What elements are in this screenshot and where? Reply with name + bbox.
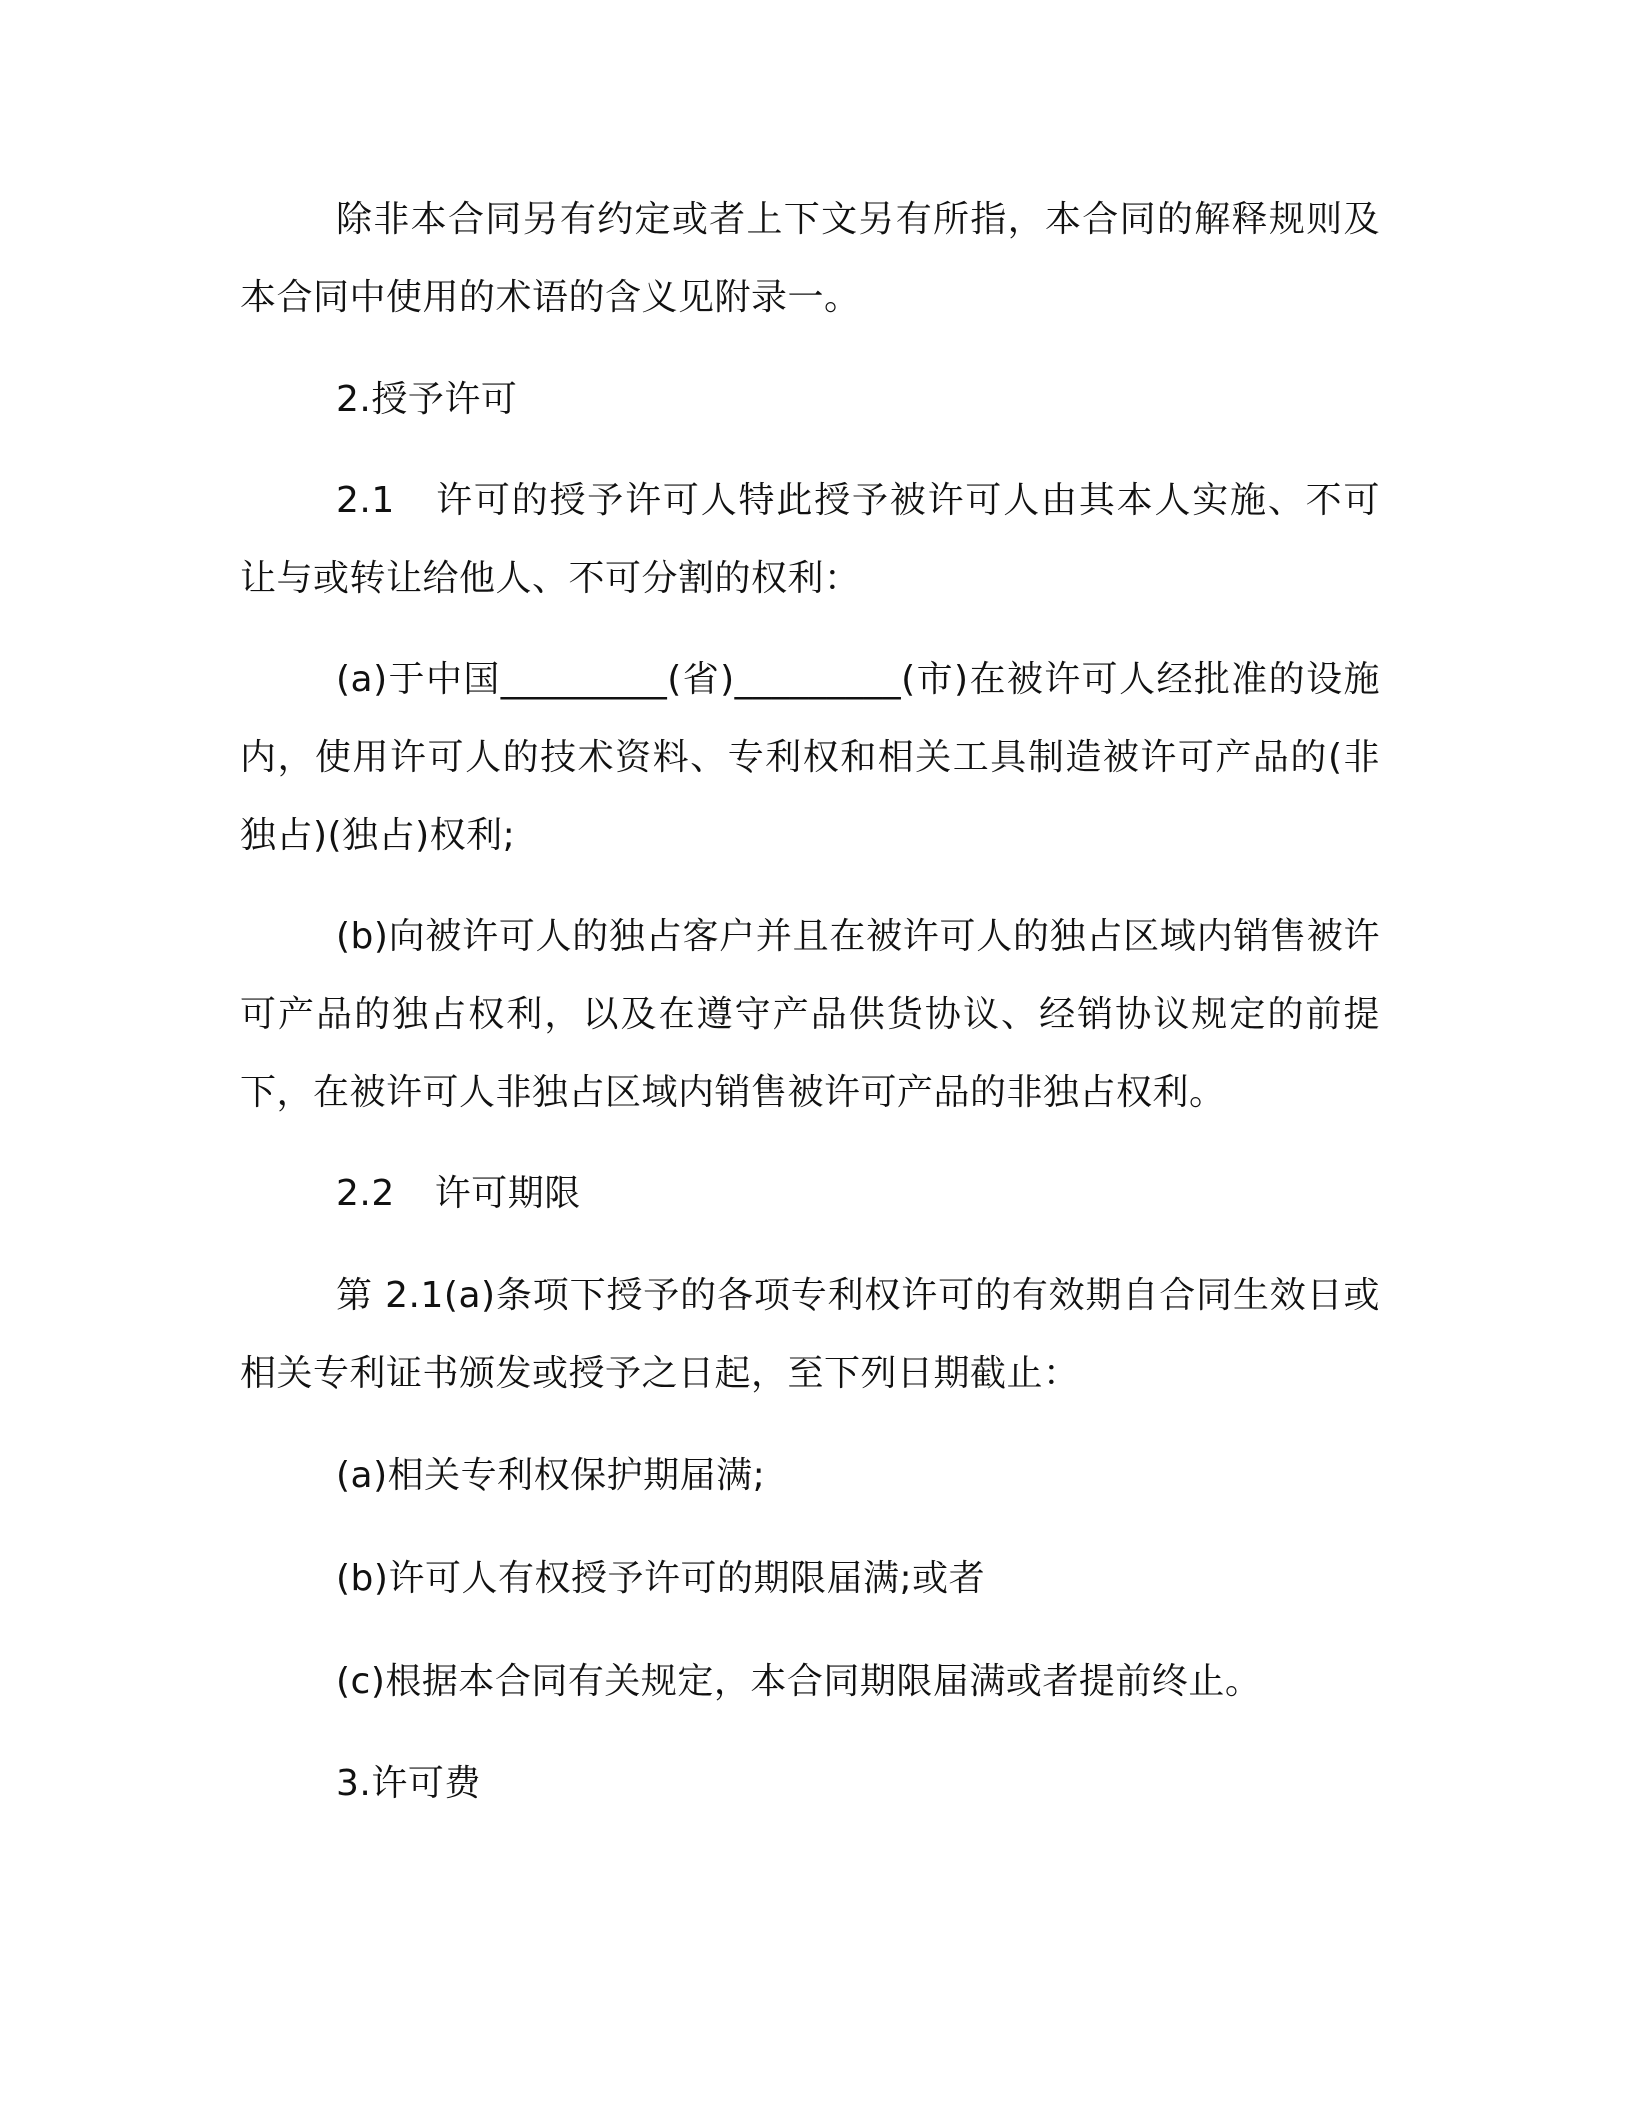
- clause-2-2-paragraph: 第 2.1(a)条项下授予的各项专利权许可的有效期自合同生效日或相关专利证书颁发或授予之日起，至下列日期截止：: [240, 1275, 1380, 1394]
- section-heading-2: 2.授予许可: [336, 379, 518, 420]
- clause-2-2-heading: [336, 1155, 581, 1233]
- clause-2-1-text: 许可的授予许可人特此授予被许可人由其本人实施、不可让与或转让给他人、不可分割的权利：: [240, 480, 1380, 599]
- clause-2-2-c-item: (c)根据本合同有关规定，本合同期限届满或者提前终止。: [336, 1661, 1262, 1702]
- clause-2-1-b-paragraph: (b)向被许可人的独占客户并且在被许可人的独占区域内销售被许可产品的独占权利，以及在遵守产品供货协议、经销协议规定的前提下，在被许可人非独占区域内销售被许可产品的非独占权利。: [240, 916, 1380, 1113]
- clause-2-1-paragraph: [240, 462, 1380, 618]
- clause-2-1-a-paragraph: (a)于中国_________(省)_________(市)在被许可人经批准的设施内，使用许可人的技术资料、专利权和相关工具制造被许可产品的(非独占)(独占)权利;: [240, 659, 1380, 856]
- clause-2-2-a-item: (a)相关专利权保护期届满;: [336, 1455, 766, 1496]
- clause-2-2-b-item: (b)许可人有权授予许可的期限届满;或者: [336, 1558, 986, 1599]
- section-heading-3: 3.许可费: [336, 1763, 481, 1804]
- clause-2-1-number: 2.1: [336, 480, 395, 521]
- intro-paragraph: 除非本合同另有约定或者上下文另有所指，本合同的解释规则及本合同中使用的术语的含义见附录一。: [240, 199, 1380, 318]
- clause-2-2-number: 2.2: [336, 1173, 395, 1214]
- clause-2-2-title: 许可期限: [434, 1173, 581, 1214]
